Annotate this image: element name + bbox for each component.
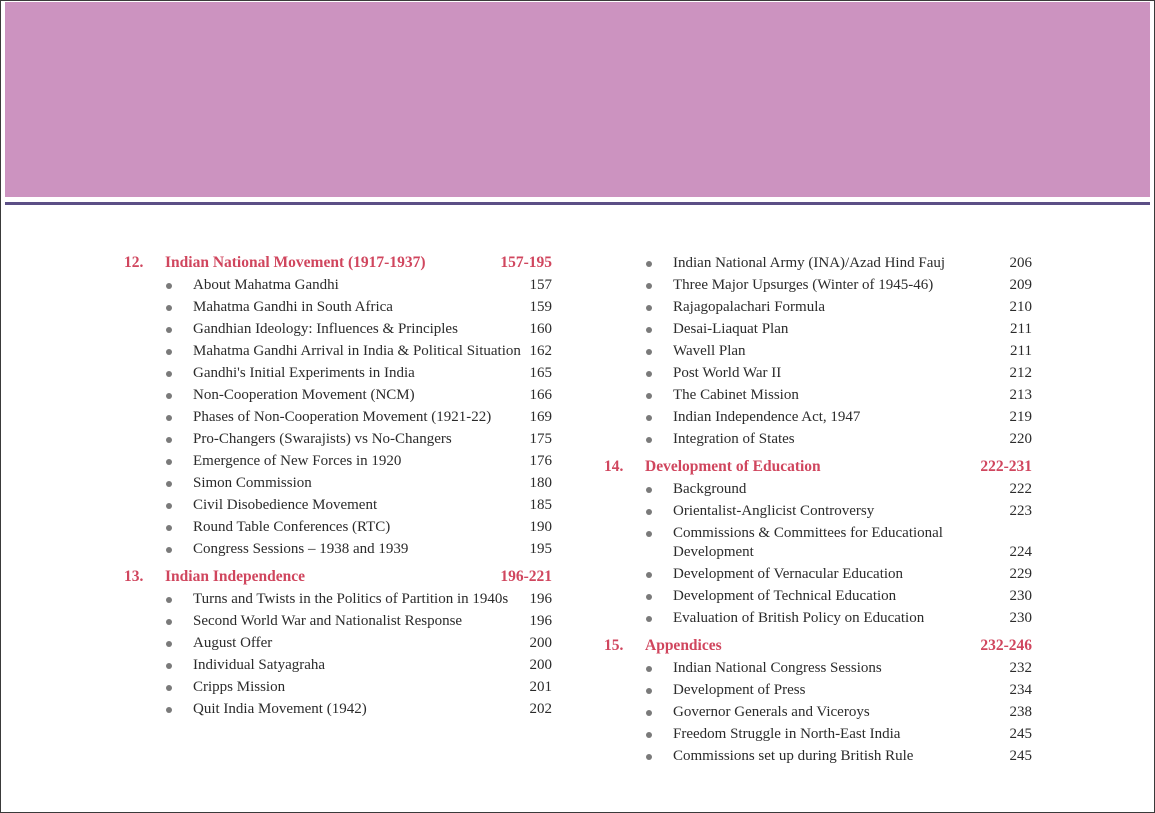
toc-entry (604, 406, 1032, 428)
toc-entry (124, 472, 552, 494)
toc-entry-title: Commissions set up during British Rule (673, 747, 914, 764)
section-page-range: 232-246 (980, 636, 1032, 654)
bullet-icon (166, 320, 193, 339)
toc-entry-page: 196 (529, 613, 552, 629)
toc-entry-title: Commissions & Committees for Educational Development (673, 525, 943, 560)
toc-entry-title: August Offer (193, 635, 273, 651)
toc-entry-title: Development of Vernacular Education (673, 565, 904, 582)
toc-entry-title: Simon Commission (193, 475, 312, 491)
bullet-icon (646, 408, 673, 427)
toc-entry-title: Indian Independence Act, 1947 (673, 409, 861, 425)
toc-entry (604, 585, 1032, 607)
toc-entry (604, 384, 1032, 406)
bullet-icon (166, 364, 193, 383)
toc-entry-page: 230 (1009, 609, 1032, 626)
toc-entry (124, 610, 552, 632)
bullet-icon (646, 609, 673, 628)
toc-entry-title: Pro-Changers (Swarajists) vs No-Changers (193, 431, 452, 447)
bullet-icon (646, 298, 673, 317)
bullet-icon (166, 386, 193, 405)
toc-entry-page: 206 (1009, 255, 1032, 271)
section-number: 12. (124, 254, 144, 271)
header-banner (5, 2, 1150, 197)
toc-entry (124, 676, 552, 698)
bullet-icon (166, 276, 193, 295)
toc-entry-title: Development of Technical Education (673, 587, 897, 604)
toc-entry (124, 296, 552, 318)
toc-entry-page: 245 (1009, 747, 1032, 764)
toc-entry (604, 274, 1032, 296)
section-number: 15. (604, 636, 624, 654)
toc-entry-title: Integration of States (673, 431, 795, 447)
toc-entry-page: 202 (529, 701, 552, 717)
bullet-icon (646, 480, 673, 499)
toc-entry (124, 698, 552, 720)
toc-entry-title: Indian National Army (INA)/Azad Hind Fauj (673, 255, 946, 271)
bullet-icon (166, 496, 193, 515)
toc-entry-page: 230 (1009, 587, 1032, 604)
toc-entry-page: 224 (1009, 543, 1032, 560)
toc-section-heading (124, 566, 552, 588)
bullet-icon (646, 747, 673, 766)
section-number: 13. (124, 568, 144, 585)
toc-entry-title: Evaluation of British Policy on Education (673, 609, 925, 626)
bullet-icon (646, 502, 673, 521)
toc-entry-title: Cripps Mission (193, 679, 286, 695)
toc-entry-page: 176 (529, 453, 552, 469)
toc-entry (604, 252, 1032, 274)
toc-entry-page: 223 (1009, 503, 1032, 519)
toc-entry-page: 159 (529, 299, 552, 315)
bullet-icon (646, 587, 673, 606)
bullet-icon (646, 565, 673, 584)
toc-entry-page: 195 (529, 541, 552, 557)
toc-entry-title: Quit India Movement (1942) (193, 701, 367, 717)
toc-entry-title: Non-Cooperation Movement (NCM) (193, 387, 415, 403)
toc-entry (124, 516, 552, 538)
toc-entry-page: 180 (529, 475, 552, 491)
bullet-icon (646, 725, 673, 744)
toc-entry (604, 478, 1032, 500)
toc-entry-page: 157 (529, 277, 552, 293)
bullet-icon (166, 612, 193, 631)
toc-entry-title: Gandhi's Initial Experiments in India (193, 365, 415, 381)
toc-entry-page: 211 (1010, 321, 1032, 337)
toc-entry (124, 654, 552, 676)
toc-entry-page: 190 (529, 519, 552, 535)
toc-entry (604, 701, 1032, 723)
bullet-icon (646, 386, 673, 405)
toc-entry (124, 428, 552, 450)
toc-entry-title: Phases of Non-Cooperation Movement (1921-22) (193, 409, 492, 425)
section-page-range: 222-231 (980, 458, 1032, 475)
toc-entry (604, 340, 1032, 362)
toc-entry-title: Gandhian Ideology: Influences & Principles (193, 321, 458, 337)
bullet-icon (166, 634, 193, 653)
toc-entry (124, 362, 552, 384)
bullet-icon (646, 342, 673, 361)
bullet-icon (646, 524, 673, 543)
toc-entry-title: Three Major Upsurges (Winter of 1945-46) (673, 277, 934, 293)
bullet-icon (166, 518, 193, 537)
toc-entry-title: The Cabinet Mission (673, 387, 799, 403)
toc-entry-page: 234 (1009, 681, 1032, 698)
bullet-icon (646, 430, 673, 449)
toc-entry (604, 522, 1032, 563)
toc-entry-title: Wavell Plan (673, 343, 746, 359)
toc-entry (124, 450, 552, 472)
toc-entry-title: Post World War II (673, 365, 782, 381)
bullet-icon (166, 656, 193, 675)
bullet-icon (646, 364, 673, 383)
toc-entry (124, 318, 552, 340)
section-title: Indian National Movement (1917-1937) (165, 254, 426, 271)
toc-entry-title: Congress Sessions – 1938 and 1939 (193, 541, 409, 557)
toc-entry-page: 219 (1009, 409, 1032, 425)
bullet-icon (166, 700, 193, 719)
toc-entry-page: 213 (1009, 387, 1032, 403)
toc-entry-page: 200 (529, 657, 552, 673)
toc-entry-page: 200 (529, 635, 552, 651)
toc-entry (604, 563, 1032, 585)
bullet-icon (166, 540, 193, 559)
section-title: Development of Education (645, 458, 821, 475)
toc-entry (604, 607, 1032, 629)
section-page-range: 157-195 (500, 254, 552, 271)
bullet-icon (646, 659, 673, 678)
toc-entry-title: Background (673, 481, 747, 497)
toc-entry-page: 238 (1009, 703, 1032, 720)
toc-entry-page: 185 (529, 497, 552, 513)
toc-entry (604, 745, 1032, 767)
toc-entry-page: 245 (1009, 725, 1032, 742)
toc-entry-title: Emergence of New Forces in 1920 (193, 453, 402, 469)
toc-entry-page: 201 (529, 679, 552, 695)
toc-column-right (604, 252, 1032, 767)
toc-entry-title: Orientalist-Anglicist Controversy (673, 503, 875, 519)
toc-entry-title: Governor Generals and Viceroys (673, 703, 870, 720)
toc-entry (604, 428, 1032, 450)
toc-entry-title: Freedom Struggle in North-East India (673, 725, 901, 742)
toc-entry-title: Turns and Twists in the Politics of Partition in 1940s (193, 591, 509, 607)
toc-entry-title: About Mahatma Gandhi (193, 277, 339, 293)
toc-entry (124, 406, 552, 428)
bullet-icon (166, 590, 193, 609)
toc-entry-title: Civil Disobedience Movement (193, 497, 378, 513)
toc-entry-title: Rajagopalachari Formula (673, 299, 826, 315)
toc-entry-page: 160 (529, 321, 552, 337)
section-number: 14. (604, 458, 624, 475)
toc-entry-title: Indian National Congress Sessions (673, 659, 882, 676)
toc-entry-page: 209 (1009, 277, 1032, 293)
toc-entry (124, 494, 552, 516)
toc-entry-title: Individual Satyagraha (193, 657, 326, 673)
toc-section-heading (124, 252, 552, 274)
bullet-icon (646, 320, 673, 339)
bullet-icon (166, 342, 193, 361)
bullet-icon (646, 681, 673, 700)
bullet-icon (646, 703, 673, 722)
header-rule (5, 202, 1150, 205)
toc-entry-page: 211 (1010, 343, 1032, 359)
toc-column-left (124, 252, 552, 720)
toc-entry (604, 318, 1032, 340)
toc-entry-page: 229 (1009, 565, 1032, 582)
toc-entry-page: 220 (1009, 431, 1032, 447)
toc-entry (604, 500, 1032, 522)
toc-entry (604, 679, 1032, 701)
toc-entry (604, 362, 1032, 384)
bullet-icon (166, 452, 193, 471)
bullet-icon (646, 276, 673, 295)
bullet-icon (166, 474, 193, 493)
toc-entry-title: Desai-Liaquat Plan (673, 321, 789, 337)
section-title: Indian Independence (165, 568, 305, 585)
toc-entry-title: Mahatma Gandhi in South Africa (193, 299, 393, 315)
bullet-icon (166, 678, 193, 697)
toc-entry-page: 196 (529, 591, 552, 607)
bullet-icon (166, 430, 193, 449)
toc-entry-title: Round Table Conferences (RTC) (193, 519, 391, 535)
toc-entry (124, 274, 552, 296)
toc-entry (604, 657, 1032, 679)
toc-entry (124, 538, 552, 560)
toc-entry-page: 232 (1009, 659, 1032, 676)
toc-entry-page: 162 (529, 343, 552, 359)
toc-entry-page: 212 (1009, 365, 1032, 381)
toc-entry (124, 632, 552, 654)
toc-section-heading (604, 635, 1032, 657)
toc-section-heading (604, 456, 1032, 478)
toc-entry-page: 165 (529, 365, 552, 381)
toc-entry (604, 296, 1032, 318)
section-title: Appendices (645, 636, 722, 654)
toc-entry-title: Development of Press (673, 681, 806, 698)
toc-entry-page: 169 (529, 409, 552, 425)
toc-entry-page: 210 (1009, 299, 1032, 315)
bullet-icon (166, 408, 193, 427)
toc-entry (124, 384, 552, 406)
toc-entry (124, 340, 552, 362)
section-page-range: 196-221 (500, 568, 552, 585)
toc-entry-title: Mahatma Gandhi Arrival in India & Political Situation (193, 343, 521, 359)
toc-entry-page: 175 (529, 431, 552, 447)
toc-entry-page: 222 (1009, 481, 1032, 497)
toc-entry (604, 723, 1032, 745)
bullet-icon (646, 254, 673, 273)
toc-entry (124, 588, 552, 610)
toc-entry-title: Second World War and Nationalist Response (193, 613, 463, 629)
bullet-icon (166, 298, 193, 317)
toc-entry-page: 166 (529, 387, 552, 403)
